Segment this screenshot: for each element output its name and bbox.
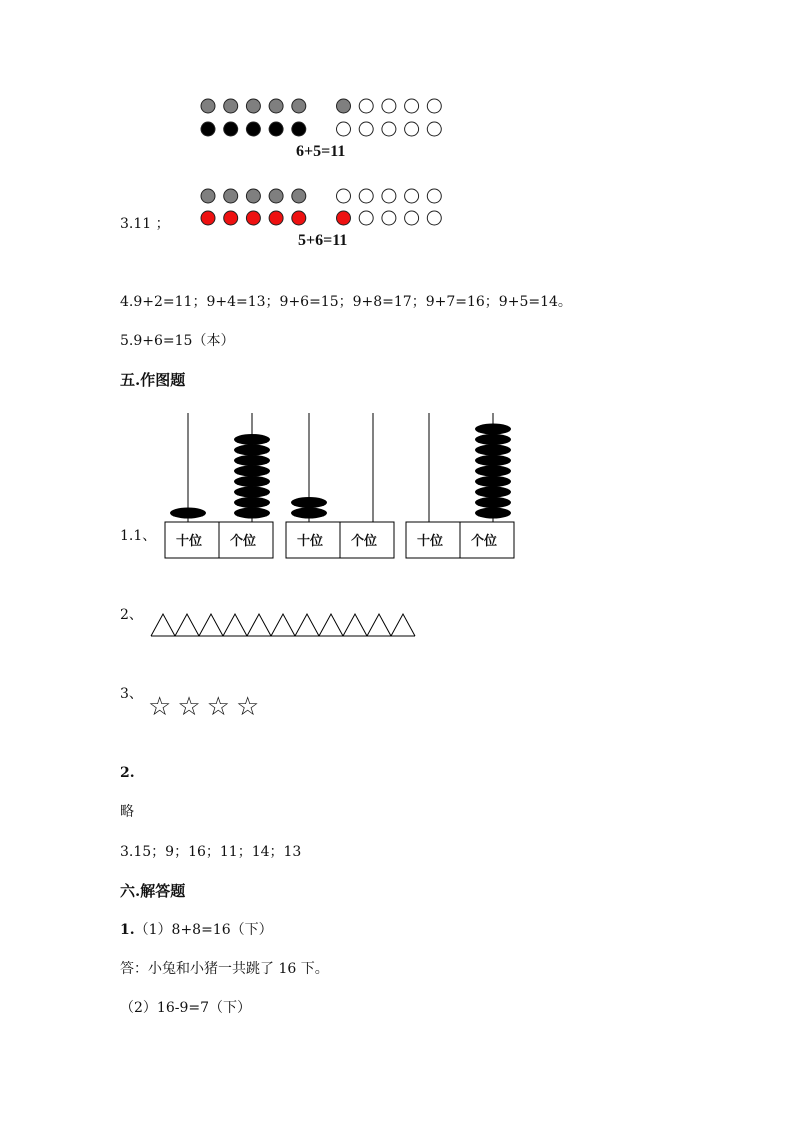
star-icon: ☆ (235, 692, 266, 722)
abacus-1-tens-label: 十位 (176, 534, 203, 549)
star-icon: ☆ (206, 692, 236, 722)
star-icon: ☆ (148, 692, 178, 722)
dot-black (201, 122, 215, 136)
triangle (319, 614, 343, 636)
q3-label: 3、 (120, 686, 143, 702)
abacus-bead (170, 508, 206, 519)
q1-part1-text: （1）8+8=16（下） (134, 922, 273, 938)
dot-black (246, 122, 260, 136)
abacus-bead (234, 508, 270, 519)
dot-gray (246, 99, 260, 113)
abacus-bead (234, 445, 270, 456)
dot-gray (201, 189, 215, 203)
dot-empty (359, 99, 373, 113)
q1-label: 1.1、 (120, 528, 157, 544)
dot-red (201, 211, 215, 225)
dot-black (224, 122, 238, 136)
dot-gray (337, 99, 351, 113)
q1-part2: （2）16-9=7（下） (120, 1000, 251, 1016)
triangle (271, 614, 295, 636)
item-3-label: 3.11 ； (120, 216, 170, 232)
triangle (367, 614, 391, 636)
star-icon: ☆ (177, 692, 207, 722)
triangle (223, 614, 247, 636)
dot-gray (292, 189, 306, 203)
abacus-bead (234, 466, 270, 477)
dot-gray (201, 99, 215, 113)
abacus-bead (234, 497, 270, 508)
dot-empty (382, 99, 396, 113)
dot-empty (382, 211, 396, 225)
dot-red (224, 211, 238, 225)
abacus-bead (475, 508, 511, 519)
dot-black (292, 122, 306, 136)
abacus-bead (475, 445, 511, 456)
abacus-bead (234, 434, 270, 445)
abacus-bead (291, 497, 327, 508)
abacus-3-ones-label: 个位 (471, 534, 498, 549)
equation-b: 5+6=11 (298, 232, 348, 249)
abacus-2-tens-label: 十位 (297, 534, 324, 549)
section-5-title: 五.作图题 (120, 371, 186, 389)
dot-gray (246, 189, 260, 203)
dot-empty (359, 122, 373, 136)
dot-empty (405, 189, 419, 203)
dot-empty (427, 122, 441, 136)
dot-empty (427, 211, 441, 225)
dot-empty (405, 122, 419, 136)
dot-empty (337, 189, 351, 203)
dot-empty (427, 99, 441, 113)
abacus-bead (475, 434, 511, 445)
section-6-title: 六.解答题 (120, 882, 186, 900)
abacus-bead (475, 476, 511, 487)
triangle (247, 614, 271, 636)
dot-empty (359, 189, 373, 203)
triangle (391, 614, 415, 636)
dot-red (337, 211, 351, 225)
dot-empty (405, 211, 419, 225)
dot-gray (224, 99, 238, 113)
dot-empty (359, 211, 373, 225)
dot-gray (292, 99, 306, 113)
abacus-bead (234, 455, 270, 466)
triangle (175, 614, 199, 636)
triangle (295, 614, 319, 636)
q1-answer: 答：小兔和小猪一共跳了 16 下。 (120, 961, 329, 977)
q1-number: 1. (120, 922, 135, 938)
triangle (199, 614, 223, 636)
item-2-label: 2. (120, 765, 135, 781)
item-5-text: 5.9+6=15（本） (120, 333, 235, 349)
dot-empty (427, 189, 441, 203)
stars-row (148, 692, 265, 722)
abacus-bead (234, 476, 270, 487)
dot-empty (382, 122, 396, 136)
abacus-bead (475, 487, 511, 498)
abacus-bead (291, 508, 327, 519)
dot-empty (337, 122, 351, 136)
dot-gray (269, 99, 283, 113)
item-4-text: 4.9+2=11；9+4=13；9+6=15；9+8=17；9+7=16；9+5=14。 (120, 294, 572, 310)
abacus-2-ones-label: 个位 (351, 534, 378, 549)
item-2-answer: 略 (120, 804, 134, 820)
triangle (343, 614, 367, 636)
q2-label: 2、 (120, 607, 143, 623)
abacus-bead (475, 455, 511, 466)
dot-red (269, 211, 283, 225)
q1-part1 (120, 921, 273, 939)
abacus-bead (475, 497, 511, 508)
abacus-bead (234, 487, 270, 498)
abacus-bead (475, 466, 511, 477)
abacus-bead (475, 424, 511, 435)
abacus-3-tens-label: 十位 (417, 534, 444, 549)
dot-red (246, 211, 260, 225)
dot-empty (382, 189, 396, 203)
dot-gray (224, 189, 238, 203)
abacus-1-ones-label: 个位 (230, 534, 257, 549)
dot-empty (405, 99, 419, 113)
dot-black (269, 122, 283, 136)
equation-a: 6+5=11 (296, 143, 346, 160)
dot-red (292, 211, 306, 225)
triangle (151, 614, 175, 636)
item-3b-text: 3.15；9；16；11；14；13 (120, 844, 302, 860)
dot-gray (269, 189, 283, 203)
